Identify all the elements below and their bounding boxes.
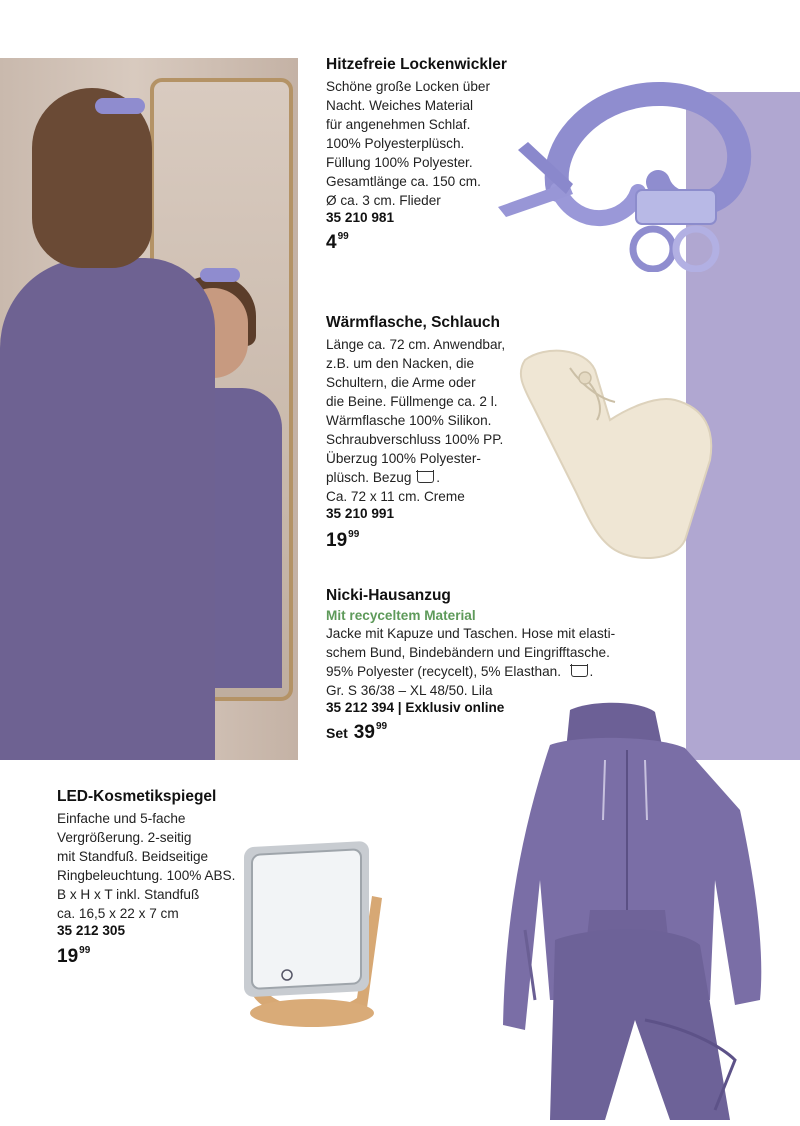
article-number: 35 210 981 [326,210,395,225]
woman-in-lounge-suit [0,258,215,760]
curler-product-image [488,72,778,272]
price: $19^{99}$ [57,945,91,967]
product-description: Länge ca. 72 cm. Anwendbar, z.B. um den Nacken, die Schultern, die Arme oder die Beine. Füllmenge ca. 2 l. Wärmflasche 100% Silikon. Schraubverschluss 100% PP. Überzug 100% Polyester- plüsch. Bezug . Ca. 72 x 11 cm. Creme [326,337,506,504]
product-cosmetic-mirror [57,788,257,968]
hot-water-bottle-image [515,340,725,565]
led-mirror-image [232,838,392,1033]
product-description: Einfache und 5-fache Vergrößerung. 2-seitig mit Standfuß. Beidseitige Ringbeleuchtung. 100% ABS. B x H x T inkl. Standfuß ca. 16,5 x 22 x 7 cm [57,811,236,921]
product-description: Jacke mit Kapuze und Taschen. Hose mit elasti- schem Bund, Bindebändern und Eingrifftasche. 95% Polyester (recycelt), 5% Elasthan. . Gr. S 36/38 – XL 48/50. Lila [326,626,616,698]
product-title: LED-Kosmetikspiegel [57,788,217,805]
product-title: Wärmflasche, Schlauch [326,314,501,331]
price: $4^{99}$ [326,231,349,253]
recycled-material-highlight: Mit recyceltem Material [326,608,476,623]
lifestyle-photo [0,58,298,760]
wash-tub-icon [571,664,588,677]
wash-tub-icon [417,470,434,483]
article-number: 35 212 394 | Exklusiv online [326,700,505,715]
price: $19^{99}$ [326,529,360,551]
article-number: 35 212 305 [57,923,126,938]
product-title: Hitzefreie Lockenwickler [326,56,507,73]
article-number: 35 210 991 [326,506,395,521]
product-description: Schöne große Locken über Nacht. Weiches Material für angenehmen Schlaf. 100% Polyesterplüsch. Füllung 100% Polyester. Gesamtlänge ca. 150 cm. Ø ca. 3 cm. Flieder [326,79,490,208]
price: Set $39^{99}$ [326,721,388,743]
product-title: Nicki-Hausanzug [326,587,451,604]
product-hot-water-bottle [326,314,526,552]
lounge-suit-image [495,700,785,1120]
